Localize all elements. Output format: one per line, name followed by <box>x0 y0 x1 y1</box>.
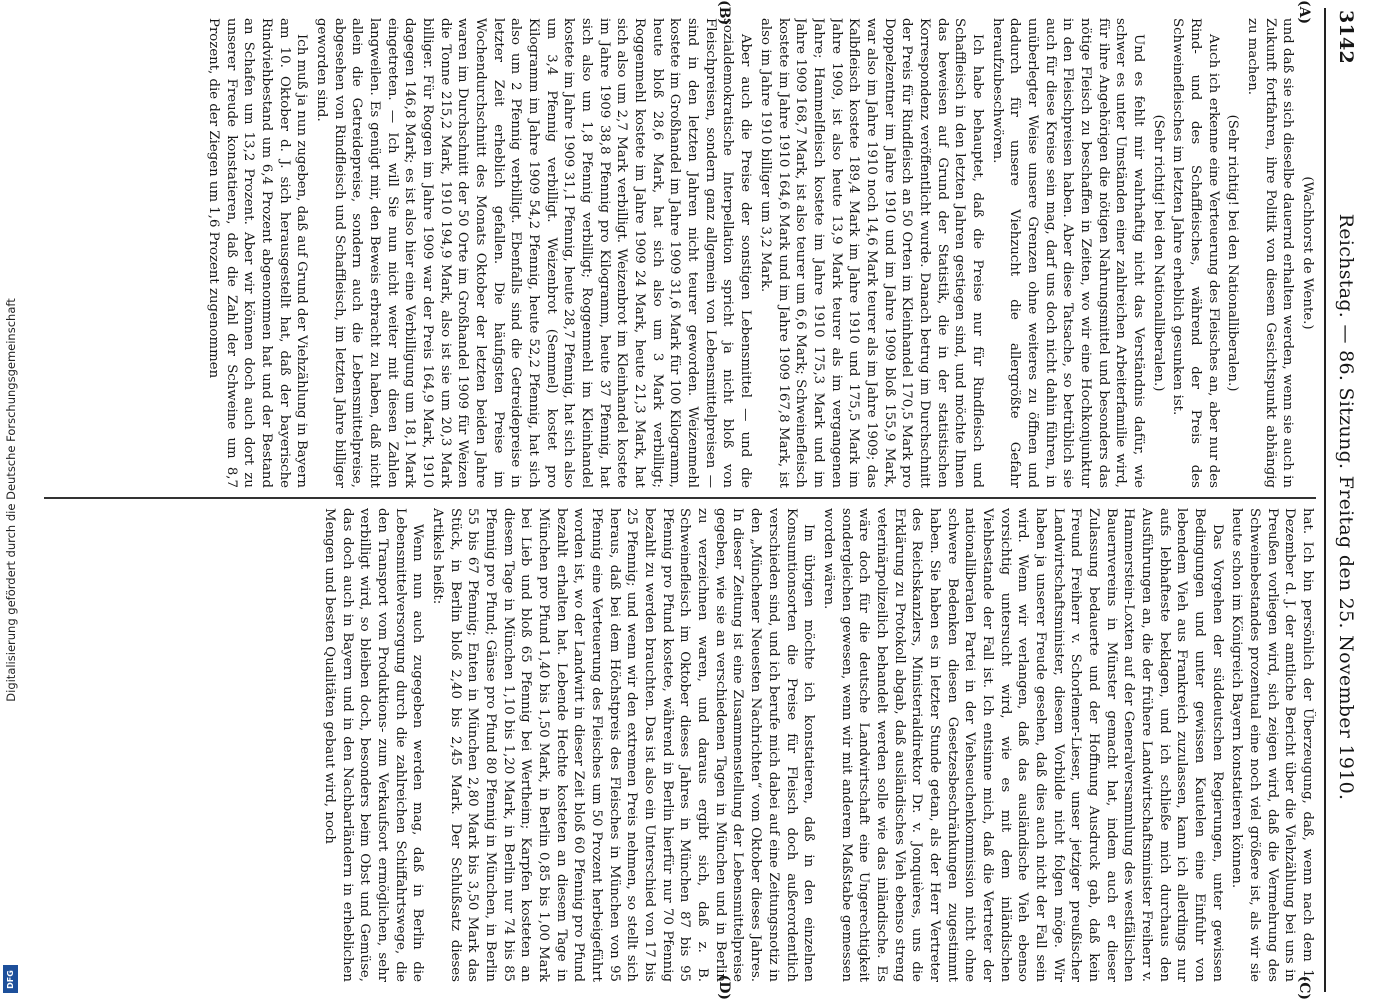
paragraph: Aber auch die Preise der sonstigen Lebensmittel — und die sozialdemokratische Interpellation spricht ja nicht bloß von Fleischpreisen, sondern ganz allgemein von Lebensmittelpreisen — sind in den letzten Jahren nicht teurer geworden. Weizenmehl kostete im Großhandel im Jahre 1909 31,6 Mark für 100 Kilogramm, heute bloß 28,6 Mark, hat sich also um 3 Mark verbilligt; Roggenmehl kostete im Jahre 1909 24 Mark, heute 21,3 Mark, hat sich also um 2,7 Mark verbilligt. Weizenbrot im Kleinhandel kostete im Jahre 1909 38,8 Pfennig pro Kilogramm, heute 37 Pfennig, hat sich also um 1,8 Pfennig verbilligt; Roggenmehl im Kleinhandel kostete im Jahre 1909 31,1 Pfennig, heute 28,7 Pfennig, hat sich also um 3,4 Pfennig verbilligt. Weizenbrot (Semmel) kostet pro Kilogramm im Jahre 1909 54,2 Pfennig, heute 52,2 Pfennig, hat sich also um 2 Pfennig verbilligt. Ebenfalls sind die Getreidepreise in letzter Zeit erheblich gefallen. Die häufigsten Preise im Wochendurchschnitt des Monats Oktober der letzten beiden Jahre waren im Durchschnitt der 50 Orte im Großhandel 1909 für Weizen die Tonne 215,2 Mark, 1910 194,9 Mark, also ist sie um 20,3 Mark billiger. Für Roggen im Jahre 1909 war der Preis 164,9 Mark, 1910 dagegen 146,8 Mark; es ist also hier eine Verbilligung um 18,1 Mark eingetreten. — Ich will Sie nun nicht weiter mit diesen Zahlen langweilen. Es genügt mir, den Beweis erbracht zu haben, daß nicht allein die Getreidepreise, sondern auch die Lebensmittelpreise, abgesehen von Rindfleisch und Schaffleisch, im letzten Jahre billiger geworden sind. <box>314 18 754 488</box>
margin-marker-b: (B) <box>716 0 732 26</box>
dfg-logo-label: DFG <box>6 969 16 989</box>
paragraph: und daß sie sich dieselbe dauernd erhalten werden, wenn sie auch in Zukunft fortfahren, ihre Politik von diesem Gesichtspunkt abhängig zu machen. <box>1244 18 1296 488</box>
paragraph: Wenn nun auch zugegeben werden mag, daß in Berlin die Lebensmittelversorgung durch die zahlreichen Schiffahrtswege, die den Transport vom Produktions- zum Verkaufsort ermöglichen, sehr verbilligt wird, so bleiben doch, besonders beim Obst und Gemüse, das doch auch in Bayern und in den Nachbarländern in erheblichen Mengen und besten Qualitäten gebaut wird, noch <box>322 508 426 982</box>
right-column <box>44 508 1316 982</box>
margin-marker-a: (A) <box>1296 0 1312 25</box>
left-column <box>44 18 1316 488</box>
speaker-note: (Wachhorst de Wente.) <box>1300 176 1315 330</box>
paragraph: Auch ich erkenne eine Verteuerung des Fleisches an, aber nur des Rind- und des Schaffleisches, während der Preis des Schweinefleisches im letzten Jahre erheblich gesunken ist. <box>1170 18 1221 488</box>
margin-marker-c: (C) <box>1296 975 1312 1000</box>
page-header <box>1328 10 1364 990</box>
newspaper-page <box>32 0 1372 1000</box>
paragraph: Im übrigen möchte ich konstatieren, daß in den einzelnen Konsumtionsorten die Preise für Fleisch doch außerordentlich verschieden sind, und ich berufe mich dabei auf eine Zeitungsnotiz in den „Münchener Neuesten Nachrichten“ vom Oktober dieses Jahres. In dieser Zeitung ist eine Zusammenstellung der Lebensmittelpreise gegeben, wie sie an verschiedenen Tagen in München und in Berlin zu verzeichnen waren, und daraus ergibt sich, daß z. B. Schweinefleisch im Oktober dieses Jahres in München 87 bis 95 Pfennig pro Pfund kostete, während in Berlin hierfür nur 70 Pfennig bezahlt zu werden brauchten. Das ist also ein Unterschied von 17 bis 25 Pfennig; und wenn wir den extremen Preis nehmen, so stellt sich heraus, daß bei dem Höchstpreis des Fleisches in München von 95 Pfennig eine Verteuerung des Fleisches um 50 Prozent herbeigeführt worden ist, wo der Landwirt in dieser Zeit bloß 60 Pfennig pro Pfund bezahlt erhalten hat. Lebende Hechte kosteten an diesem Tage in München pro Pfund 1,40 bis 1,50 Mark, in Berlin 0,85 bis 1,00 Mark bei Lieb und bloß 65 Pfennig bei Wertheim; Karpfen kosteten an diesem Tage in München 1,10 bis 1,20 Mark, in Berlin nur 74 bis 85 Pfennig pro Pfund; Gänse pro Pfund 80 Pfennig in München, in Berlin 55 bis 67 Pfennig; Enten in München 2,80 Mark bis 3,50 Mark das Stück, in Berlin bloß 2,40 bis 2,45 Mark. Der Schlußsatz dieses Artikels heißt: <box>430 508 817 982</box>
paragraph: hat. Ich bin persönlich der Überzeugung, daß, wenn nach dem 1. Dezember d. J. der amtliche Bericht über die Viehzählung bei uns in Preußen vorliegen wird, sich zeigen wird, daß die Vermehrung des Schweinebestandes prozentual eine noch viel größere ist, als wir sie heute schon im Königreich Bayern konstatieren können. <box>1229 508 1315 982</box>
paragraph: Ich habe behauptet, daß die Preise nur für Rindfleisch und Schaffleisch in den letzten Jahren gestiegen sind, und möchte Ihnen das beweisen auf Grund der Statistik, die in der statistischen Korrespondenz veröffentlicht wurde. Danach betrug im Durchschnitt der Preis für Rindfleisch an 50 Orten im Kleinhandel 170,5 Mark pro Doppelzentner im Jahre 1910 und im Jahre 1909 bloß 155,9 Mark, war also im Jahre 1910 noch 14,6 Mark teurer als im Jahre 1909; das Kalbfleisch kostete 189,4 Mark im Jahre 1910 und 175,5 Mark im Jahre 1909, ist also heute 13,9 Mark teurer als im vergangenen Jahre; Hammelfleisch kostete im Jahre 1910 175,3 Mark und im Jahre 1909 168,7 Mark, ist also teurer um 6,6 Mark; Schweinefleisch kostete im Jahre 1910 164,6 Mark und im Jahre 1909 167,8 Mark, ist also im Jahre 1910 billiger um 3,2 Mark. <box>757 18 985 488</box>
dfg-logo-icon <box>3 965 18 993</box>
header-rule <box>1324 8 1326 992</box>
scanned-page-area <box>22 0 1383 1000</box>
interjection: (Sehr richtig! bei den Nationalliberalen.) <box>1225 114 1241 392</box>
paragraph: Und es fehlt mir wahrhaftig nicht das Verständnis dafür, wie schwer es unter Umständen einer zahlreichen Arbeiterfamilie wird, für ihre Angehörigen die nötigen Nahrungsmittel und besonders das nötige Fleisch zu beschaffen in Zeiten, wo wir eine Hochkonjunktur in den Fleischpreisen haben. Aber diese Tatsache, so betrüblich sie auch für diese Kreise sein mag, darf uns doch nicht dahin führen, in unüberlegter Weise unsere Grenzen ohne weiteres zu öffnen und dadurch für unsere Viehzucht die allergrößte Gefahr heraufzubeschwören. <box>989 18 1146 488</box>
column-divider <box>44 497 1316 499</box>
page-number: 3142 <box>1335 10 1357 65</box>
margin-marker-d: (D) <box>716 974 732 1000</box>
digitization-footer <box>0 0 22 1000</box>
interjection: (Sehr richtig! bei den Nationalliberalen.) <box>1150 114 1166 392</box>
running-head: Reichstag. — 86. Sitzung. Freitag den 25. November 1910. <box>1335 213 1357 801</box>
footer-credit-text: Digitalisierung gefördert durch die Deutsche Forschungsgemeinschaft <box>4 298 18 702</box>
paragraph: Ich muß ja nun zugeben, daß auf Grund der Viehzählung in Bayern am 10. Oktober d. J. sich herausgestellt hat, daß der bayerische Rindviehbestand um 6,4 Prozent abgenommen hat und der Bestand an Schafen um 13,2 Prozent. Aber wir können doch auch dort zu unserer Freude konstatieren, daß die Zahl der Schweine um 8,7 Prozent, die der Ziegen um 1,6 Prozent zugenommen <box>206 18 310 488</box>
paragraph: Das Vorgehen der süddeutschen Regierungen, unter gewissen Bedingungen und unter gewissen Kautelen eine Einfuhr von lebendem Vieh aus Frankreich zuzulassen, kann ich allerdings nur aufs lebhafteste beklagen, und ich schließe mich durchaus den Ausführungen an, die der frühere Landwirtschaftsminister Freiherr v. Hammerstein-Loxten auf der Generalversammlung des westfälischen Bauernvereins in Münster gemacht hat, indem auch er dieser Zulassung bedauerte und der Hoffnung Ausdruck gab, daß kein Freund Freiherr v. Schorlemer-Lieser, unser jetziger preußischer Landwirtschaftsminister, diesem Vorbilde nicht folgen möge. Wir haben ja unserer Freude gesehen, daß dies auch nicht der Fall sein wird. Wenn wir verlangen, daß das ausländische Vieh ebenso vorsichtig untersucht wird, wie es mit dem inländischen Viehbestande der Fall ist. Ich entsinne mich, daß die Vertreter der nationalliberalen Partei in der Viehseuchenkommission nicht ohne schwere Bedenken diesen Gesetzesbeschränkungen zugestimmt haben. Sie haben es in letzter Stunde getan, als der Herr Vertreter des Reichskanzlers, Ministerialdirektor Dr. v. Jonquières, uns die Erklärung zu Protokoll abgab, daß ausländisches Vieh ebenso streng veterinärpolizeilich behandelt werden solle wie das inländische. Es wäre doch für die deutsche Landwirtschaft eine Ungerechtigkeit sondergleichen gewesen, wenn wir mit anderem Maßstabe gemessen worden wären. <box>820 508 1225 982</box>
